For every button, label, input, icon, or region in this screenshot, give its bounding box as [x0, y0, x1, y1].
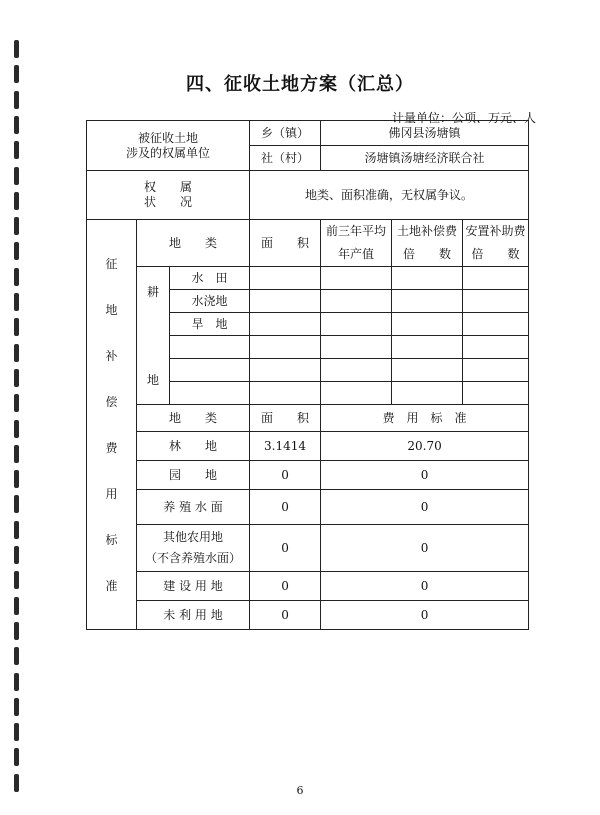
binder-hole [14, 495, 19, 513]
cell [463, 290, 529, 313]
cell [463, 313, 529, 336]
section-label [87, 220, 137, 630]
township-value: 佛冈县汤塘镇 [321, 121, 529, 146]
cell [250, 267, 321, 290]
cell [321, 290, 392, 313]
owner-label-line2: 涉及的权属单位 [126, 145, 211, 160]
cell [250, 290, 321, 313]
binder-hole [14, 369, 19, 387]
col-land-comp-line1: 土地补偿费 [397, 224, 458, 238]
ownership-value: 地类、面积准确，无权属争议。 [250, 171, 529, 220]
binder-hole [14, 318, 19, 336]
section-label-char: 地 [105, 302, 118, 317]
other-row-area: 0 [250, 525, 321, 572]
other-row-area: 0 [250, 601, 321, 630]
page-number: 6 [296, 784, 304, 797]
other-row-type: 未 利 用 地 [137, 601, 250, 630]
binder-hole [14, 394, 19, 412]
other-row-standard: 0 [321, 601, 529, 630]
binder-hole [14, 268, 19, 286]
other-row-type [137, 525, 250, 572]
binder-hole [14, 445, 19, 463]
binder-hole [14, 217, 19, 235]
cell [392, 267, 463, 290]
other-col-land-type: 地 类 [137, 405, 250, 432]
ownership-label-line1: 权 属 [144, 180, 193, 194]
cultivated-row-type [170, 336, 250, 359]
other-row-area: 0 [250, 572, 321, 601]
binder-hole [14, 344, 19, 362]
cultivated-row-type: 水 田 [170, 267, 250, 290]
cell [250, 359, 321, 382]
col-area: 面 积 [250, 220, 321, 267]
binder-holes [14, 0, 26, 815]
col-resettle [463, 220, 529, 267]
col-resettle-line2: 倍 数 [471, 247, 520, 261]
cell [392, 290, 463, 313]
cell [321, 336, 392, 359]
other-row-type: 园 地 [137, 461, 250, 490]
ownership-label [87, 171, 250, 220]
binder-hole [14, 546, 19, 564]
village-label: 社（村） [250, 146, 321, 171]
cultivated-row-type: 水浇地 [170, 290, 250, 313]
measurement-unit: 计量单位：公项、万元、人 [391, 111, 536, 125]
other-row-type: 建 设 用 地 [137, 572, 250, 601]
binder-hole [14, 420, 19, 438]
other-col-standard: 费 用 标 准 [321, 405, 529, 432]
binder-hole [14, 723, 19, 741]
binder-hole [14, 622, 19, 640]
cultivated-group-char: 耕 [146, 284, 159, 299]
cell [250, 382, 321, 405]
cell [463, 336, 529, 359]
binder-hole [14, 141, 19, 159]
owner-label [87, 121, 250, 171]
other-row-type: 林 地 [137, 432, 250, 461]
col-avg-output-line1: 前三年平均 [326, 224, 387, 238]
other-col-area: 面 积 [250, 405, 321, 432]
col-avg-output [321, 220, 392, 267]
owner-label-line1: 被征收土地 [138, 130, 199, 145]
cell [321, 267, 392, 290]
section-label-char: 标 [105, 532, 118, 547]
binder-hole [14, 40, 19, 58]
section-label-char: 费 [105, 440, 118, 455]
section-label-char: 偿 [105, 394, 118, 409]
cell [392, 359, 463, 382]
other-row-standard: 0 [321, 461, 529, 490]
other-row-standard: 0 [321, 572, 529, 601]
other-row-area: 0 [250, 490, 321, 525]
other-row-standard: 0 [321, 525, 529, 572]
other-row-area: 3.1414 [250, 432, 321, 461]
binder-hole [14, 647, 19, 665]
section-label-char: 补 [105, 348, 118, 363]
binder-hole [14, 192, 19, 210]
cell [321, 359, 392, 382]
other-row-standard: 20.70 [321, 432, 529, 461]
binder-hole [14, 242, 19, 260]
binder-hole [14, 167, 19, 185]
binder-hole [14, 698, 19, 716]
cultivated-group-char: 地 [146, 372, 159, 387]
section-label-char: 用 [105, 486, 118, 501]
binder-hole [14, 293, 19, 311]
cell [392, 336, 463, 359]
col-land-type: 地 类 [137, 220, 250, 267]
other-row-area: 0 [250, 461, 321, 490]
cultivated-row-type: 旱 地 [170, 313, 250, 336]
village-value: 汤塘镇汤塘经济联合社 [321, 146, 529, 171]
township-label: 乡（镇） [250, 121, 321, 146]
binder-hole [14, 571, 19, 589]
other-row-type-line1: 其他农用地 [163, 530, 224, 544]
cultivated-group-label [137, 267, 170, 405]
page-title: 四、征收土地方案（汇总） [186, 74, 414, 95]
other-row-type-line2: （不含养殖水面） [145, 551, 242, 565]
binder-hole [14, 673, 19, 691]
col-land-comp-line2: 倍 数 [403, 247, 452, 261]
other-row-standard: 0 [321, 490, 529, 525]
cell [392, 313, 463, 336]
cultivated-row-type [170, 359, 250, 382]
binder-hole [14, 116, 19, 134]
col-resettle-line1: 安置补助费 [465, 224, 526, 238]
cell [321, 313, 392, 336]
binder-hole [14, 470, 19, 488]
cell [463, 382, 529, 405]
binder-hole [14, 748, 19, 766]
binder-hole [14, 521, 19, 539]
section-label-char: 准 [105, 578, 118, 593]
other-row-type: 养 殖 水 面 [137, 490, 250, 525]
cell [463, 359, 529, 382]
land-acquisition-table [86, 120, 529, 630]
cultivated-row-type [170, 382, 250, 405]
col-land-comp [392, 220, 463, 267]
cell [250, 336, 321, 359]
cell [250, 313, 321, 336]
binder-hole [14, 597, 19, 615]
cell [321, 382, 392, 405]
ownership-label-line2: 状 况 [144, 195, 193, 209]
cell [463, 267, 529, 290]
section-label-char: 征 [105, 256, 118, 271]
col-avg-output-line2: 年产值 [338, 247, 375, 261]
cell [392, 382, 463, 405]
